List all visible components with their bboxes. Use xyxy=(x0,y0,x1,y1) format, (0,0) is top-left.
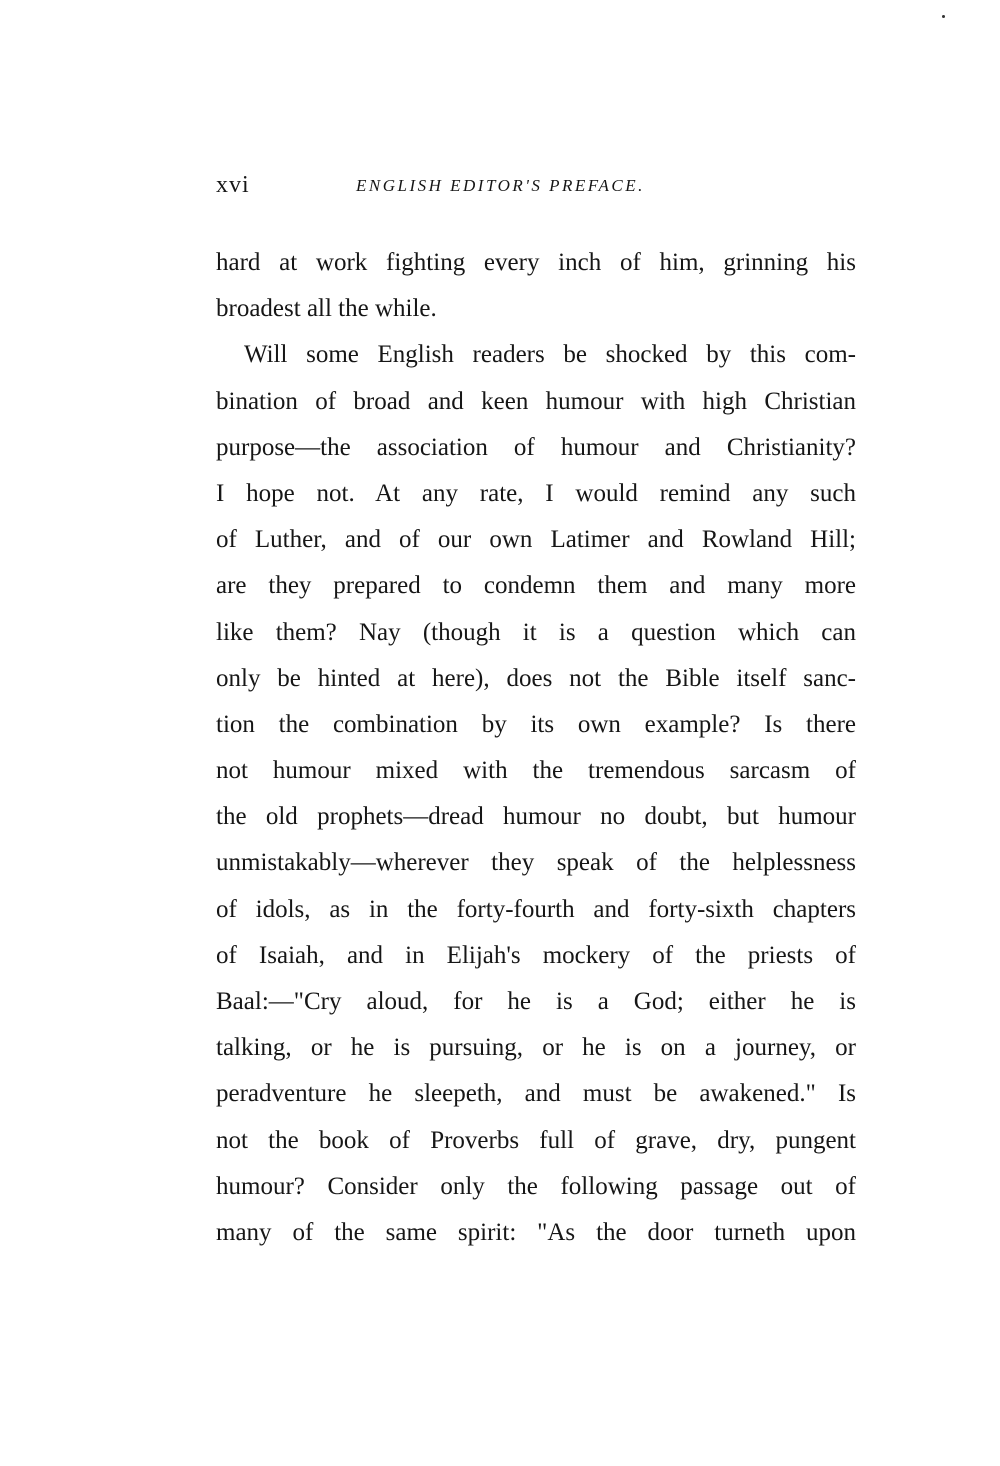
text-line: of Isaiah, and in Elijah's mockery of the priests of xyxy=(216,941,856,969)
page-number: xvi xyxy=(216,172,250,198)
text-line: peradventure he sleepeth, and must be awakened." Is xyxy=(216,1080,856,1108)
text-line: Will some English readers be shocked by this com- xyxy=(244,341,856,369)
text-line: like them? Nay (though it is a question which can xyxy=(216,618,856,646)
text-line: humour? Consider only the following passage out of xyxy=(216,1172,856,1200)
text-line: tion the combination by its own example? Is there xyxy=(216,710,856,738)
text-line: are they prepared to condemn them and many more xyxy=(216,572,856,600)
text-line: of Luther, and of our own Latimer and Rowland Hill; xyxy=(216,526,856,554)
text-line: unmistakably—wherever they speak of the helplessness xyxy=(216,849,856,877)
text-line: Baal:—"Cry aloud, for he is a God; either he is xyxy=(216,988,856,1015)
text-line: purpose—the association of humour and Christianity? xyxy=(216,433,856,461)
scan-speck xyxy=(942,15,945,18)
text-line: many of the same spirit: "As the door turneth upon xyxy=(216,1218,856,1246)
page-header xyxy=(216,172,856,206)
running-head: ENGLISH EDITOR'S PREFACE. xyxy=(356,176,645,195)
text-line: of idols, as in the forty-fourth and forty-sixth chapters xyxy=(216,895,856,923)
text-line: I hope not. At any rate, I would remind any such xyxy=(216,479,856,507)
text-line: the old prophets—dread humour no doubt, but humour xyxy=(216,803,856,831)
body-text xyxy=(216,240,856,1256)
text-line: hard at work fighting every inch of him, grinning his xyxy=(216,249,856,276)
text-line: only be hinted at here), does not the Bible itself sanc- xyxy=(216,664,856,692)
text-line: not humour mixed with the tremendous sarcasm of xyxy=(216,757,856,785)
text-line: not the book of Proverbs full of grave, dry, pungent xyxy=(216,1126,856,1154)
text-line: bination of broad and keen humour with high Christian xyxy=(216,387,856,415)
text-line: broadest all the while. xyxy=(216,295,437,323)
text-line: talking, or he is pursuing, or he is on a journey, or xyxy=(216,1034,856,1062)
